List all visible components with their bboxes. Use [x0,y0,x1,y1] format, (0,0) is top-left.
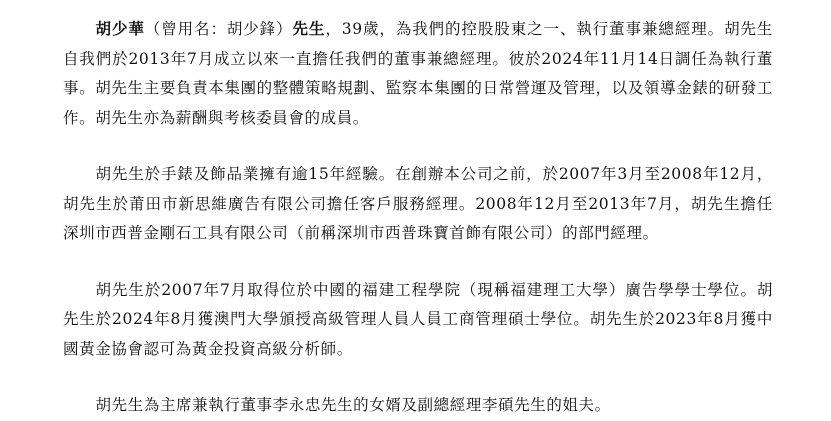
paragraph-text: 胡先生於2007年7月取得位於中國的福建工程學院（現稱福建理工大學）廣告學學士學位。胡先生於2024年8月獲澳門大學頒授高級管理人員人員工商管理碩士學位。胡先生於2023年8月獲中國黃金協會認可為黃金投資高級分析師。 [63,280,773,358]
paragraph-text: 胡先生為主席兼執行董事李永忠先生的女婿及副總經理李碩先生的姐夫。 [95,396,611,414]
paragraph-biography-intro [63,14,773,133]
paragraph-education [63,276,773,365]
document-body [63,14,773,421]
former-name: （曾用名：胡少鋒） [144,20,293,38]
paragraph-family-relationship [63,391,773,421]
paragraph-text: 胡先生於手錶及飾品業擁有逾15年經驗。在創辦本公司之前，於2007年3月至2008年12月，胡先生於莆田市新思維廣告有限公司擔任客戶服務經理。2008年12月至2013年7月，胡先生擔任深圳市西普金剛石工具有限公司（前稱深圳市西普珠寶首飾有限公司）的部門經理。 [63,165,773,242]
director-title: 先生 [292,19,326,38]
director-name: 胡少華 [95,19,145,38]
paragraph-text: ，39歲，為我們的控股股東之一、執行董事兼總經理。胡先生自我們於2013年7月成立以來一直擔任我們的董事兼總經理。彼於2024年11月14日調任為執行董事。胡先生主要負責本集團的整體策略規劃、監察本集團的日常營運及管理，以及領導金錶的研發工作。胡先生亦為薪酬與考核委員會的成員。 [63,20,773,127]
paragraph-work-experience [63,160,773,249]
